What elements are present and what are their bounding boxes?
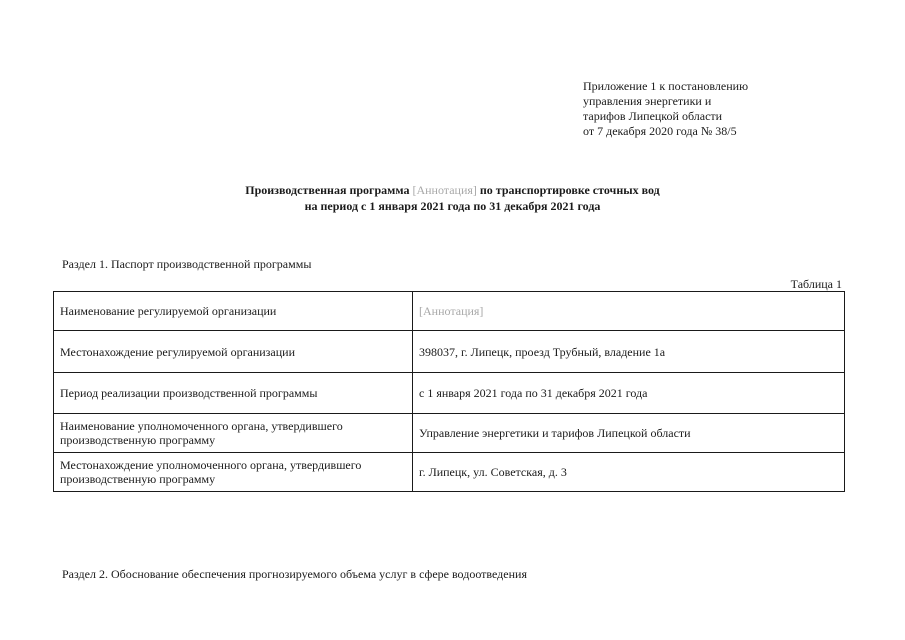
row-label: Наименование уполномоченного органа, утвердившего производственную программу — [54, 414, 413, 453]
table-row — [54, 453, 845, 492]
table-caption: Таблица 1 — [790, 277, 842, 291]
title-part-1: Производственная программа — [245, 183, 410, 197]
table-row — [54, 292, 845, 331]
section-1-heading: Раздел 1. Паспорт производственной программы — [62, 257, 312, 271]
section-2-heading: Раздел 2. Обоснование обеспечения прогнозируемого объема услуг в сфере водоотведения — [62, 567, 527, 581]
row-value: г. Липецк, ул. Советская, д. 3 — [413, 453, 845, 492]
row-label: Местонахождение регулируемой организации — [54, 331, 413, 373]
row-value: с 1 января 2021 года по 31 декабря 2021 года — [413, 373, 845, 414]
table-row — [54, 331, 845, 373]
title-line-2: на период с 1 января 2021 года по 31 декабря 2021 года — [304, 199, 601, 213]
row-label: Период реализации производственной программы — [54, 373, 413, 414]
appendix-line: Приложение 1 к постановлению — [583, 79, 749, 93]
redacted-organization: [Аннотация] — [412, 183, 477, 197]
row-value: Управление энергетики и тарифов Липецкой области — [413, 414, 845, 453]
row-label: Наименование регулируемой организации — [54, 292, 413, 331]
table-row — [54, 414, 845, 453]
appendix-line: от 7 декабря 2020 года № 38/5 — [583, 124, 737, 138]
appendix-line: тарифов Липецкой области — [583, 109, 723, 123]
appendix-note — [583, 79, 748, 139]
row-value: [Аннотация] — [413, 292, 845, 331]
table-row — [54, 373, 845, 414]
document-title — [0, 182, 905, 214]
row-value: 398037, г. Липецк, проезд Трубный, владение 1а — [413, 331, 845, 373]
appendix-line: управления энергетики и — [583, 94, 712, 108]
title-line-1 — [0, 182, 905, 198]
passport-table — [53, 291, 845, 492]
title-part-2: по транспортировке сточных вод — [479, 183, 660, 197]
row-label: Местонахождение уполномоченного органа, утвердившего производственную программу — [54, 453, 413, 492]
